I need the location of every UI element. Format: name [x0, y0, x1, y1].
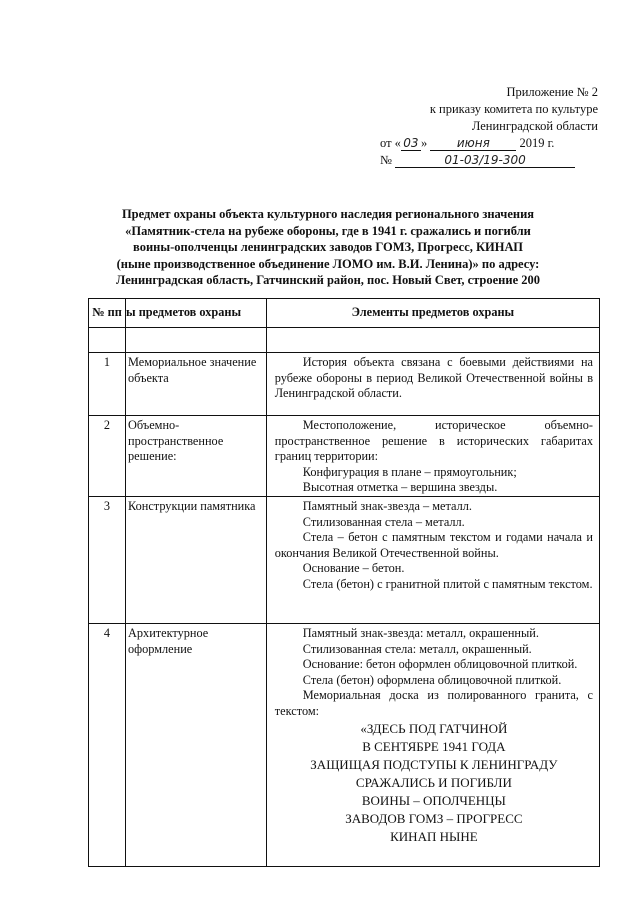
element-paragraph: Стилизованная стела – металл. — [302, 514, 465, 529]
table-row — [89, 416, 600, 497]
appendix-date — [380, 135, 598, 152]
inscription-line: КИНАП НЫНЕ — [390, 828, 478, 844]
element-paragraph: Стела (бетон) оформлена облицовочной плиткой. — [302, 672, 562, 687]
inscription-line: ЗАЩИЩАЯ ПОДСТУПЫ К ЛЕНИНГРАДУ — [310, 756, 558, 772]
row-number: 2 — [89, 416, 126, 497]
date-month-handwritten: июня — [430, 137, 516, 151]
table-spacer-row — [89, 328, 600, 353]
row-subject: Архитектурное оформление — [126, 624, 267, 867]
number-prefix: № — [380, 153, 392, 167]
row-number: 1 — [89, 353, 126, 416]
spacer-cell — [89, 328, 126, 353]
appendix-region: Ленинградской области — [471, 119, 598, 133]
number-handwritten: 01-03/19-300 — [395, 154, 575, 168]
inscription-line: В СЕНТЯБРЕ 1941 ГОДА — [362, 738, 506, 754]
title-line: «Памятник-стела на рубеже обороны, где в 1941 г. сражались и погибли — [125, 223, 531, 238]
element-paragraph: Местоположение, историческое объемно-пространственное решение в исторических габаритах границ территории: — [274, 418, 593, 464]
element-paragraph: Стела – бетон с памятным текстом и годами начала и окончания Великой Отечественной войны. — [274, 530, 593, 560]
date-prefix: от « — [380, 136, 401, 150]
row-number: 3 — [89, 497, 126, 624]
title-line: Предмет охраны объекта культурного наследия регионального значения — [121, 207, 535, 221]
appendix-title: Приложение № 2 — [506, 85, 598, 99]
table-row — [89, 353, 600, 416]
element-paragraph: Мемориальная доска из полированного гранита, с текстом: — [274, 688, 593, 718]
row-subject: Конструкции памятника — [126, 497, 267, 624]
element-paragraph: История объекта связана с боевыми действиями на рубеже обороны в период Великой Отечественной войны в Ленинградской области. — [274, 355, 593, 401]
element-paragraph: Основание – бетон. — [302, 561, 405, 576]
row-elements — [266, 624, 599, 867]
element-paragraph: Памятный знак-звезда: металл, окрашенный. — [302, 626, 539, 640]
date-mid: » — [420, 136, 428, 150]
table-row — [89, 624, 600, 867]
element-paragraph: Основание: бетон оформлен облицовочной плиткой. — [302, 657, 578, 672]
row-number: 4 — [89, 624, 126, 867]
document-title — [78, 206, 578, 289]
title-line: Ленинградская область, Гатчинский район, пос. Новый Свет, строение 200 — [116, 273, 540, 287]
header-elements: Элементы предметов охраны — [266, 299, 599, 328]
element-paragraph: Памятный знак-звезда – металл. — [302, 499, 472, 513]
element-paragraph: Стилизованная стела: металл, окрашенный. — [302, 641, 532, 656]
header-number: № пп — [89, 299, 126, 328]
spacer-cell — [266, 328, 599, 353]
inscription-line: ЗАВОДОВ ГОМЗ – ПРОГРЕСС — [345, 810, 523, 826]
row-elements — [266, 416, 599, 497]
date-year: 2019 г. — [519, 136, 555, 150]
element-paragraph: Высотная отметка – вершина звезды. — [302, 480, 498, 495]
inscription-line: «ЗДЕСЬ ПОД ГАТЧИНОЙ — [360, 720, 508, 736]
header-subject: ы предметов охраны — [126, 299, 267, 328]
spacer-cell — [126, 328, 267, 353]
date-day-handwritten: 03 — [401, 137, 421, 151]
row-elements — [266, 497, 599, 624]
protection-table — [88, 298, 600, 867]
table-header-row — [89, 299, 600, 328]
title-line: (ныне производственное объединение ЛОМО им. В.И. Ленина)» по адресу: — [116, 256, 540, 271]
row-subject: Объемно-пространственное решение: — [126, 416, 267, 497]
row-elements — [266, 353, 599, 416]
inscription-line: СРАЖАЛИСЬ И ПОГИБЛИ — [355, 774, 512, 790]
appendix-order-ref: к приказу комитета по культуре — [429, 102, 598, 116]
title-line: воины-ополченцы ленинградских заводов ГОМЗ, Прогресс, КИНАП — [133, 240, 523, 254]
table-row — [89, 497, 600, 624]
row-subject: Мемориальное значение объекта — [126, 353, 267, 416]
appendix-block — [380, 84, 598, 169]
element-paragraph: Конфигурация в плане – прямоугольник; — [302, 464, 517, 479]
inscription-line: ВОИНЫ – ОПОЛЧЕНЦЫ — [361, 792, 506, 808]
element-paragraph: Стела (бетон) с гранитной плитой с памятным текстом. — [302, 576, 593, 591]
appendix-number — [380, 152, 598, 169]
